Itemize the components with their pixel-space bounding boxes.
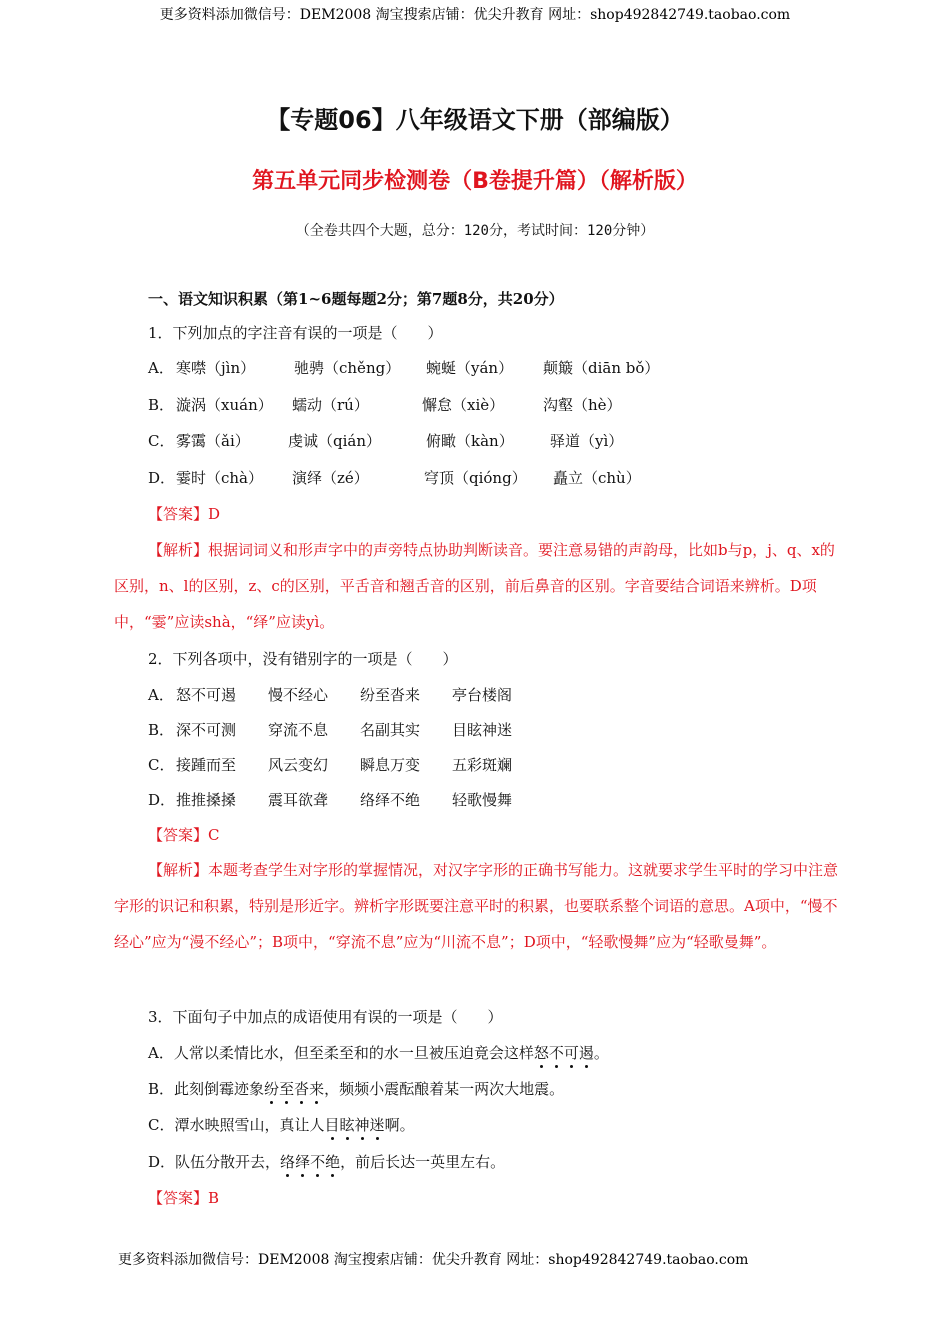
- q1-analysis: [114, 532, 840, 640]
- emphasis-char: 不: [310, 1153, 326, 1171]
- emphasis-char: 来: [309, 1080, 325, 1098]
- q2-c-item-3: 瞬息万变: [360, 756, 421, 774]
- q1-stem: 1．下列加点的字注音有误的一项是（ ）: [148, 324, 443, 342]
- emphasis-char: 可: [563, 1044, 579, 1062]
- q1-a-item-4: 颠簸（diān bǒ）: [543, 359, 660, 377]
- q3-option-a: [148, 1042, 609, 1063]
- option-label: B．: [148, 721, 175, 739]
- q1-c-item-1: 雾霭（ǎi）: [176, 432, 250, 450]
- emphasis-char: 沓: [294, 1080, 310, 1098]
- option-label: C．: [148, 432, 175, 450]
- q3-a-post: 。: [593, 1044, 609, 1062]
- q2-c-item-2: 风云变幻: [268, 756, 329, 774]
- q2-c-item-4: 五彩斑斓: [452, 756, 513, 774]
- q2-d-item-3: 络绎不绝: [360, 791, 421, 809]
- q2-c-item-1: 接踵而至: [176, 756, 237, 774]
- document-title: 【专题06】八年级语文下册（部编版）: [266, 106, 684, 134]
- q2-a-item-1: 怒不可遏: [176, 686, 237, 704]
- emphasis-char: 络: [280, 1153, 296, 1171]
- emphasis-char: 怒: [533, 1044, 549, 1062]
- exam-note: （全卷共四个大题，总分：120分，考试时间：120分钟）: [295, 223, 655, 239]
- q1-d-item-3: 穹顶（qióng）: [424, 469, 527, 487]
- q3-d-post: ，前后长达一英里左右。: [340, 1153, 506, 1171]
- q3-c-post: 啊。: [384, 1116, 415, 1134]
- emphasis-char: 神: [354, 1116, 370, 1134]
- q3-b-post: ，频频小震酝酿着某一两次大地震。: [324, 1080, 565, 1098]
- emphasis-char: 不: [548, 1044, 564, 1062]
- q3-option-d: [148, 1151, 505, 1172]
- q3-a-text: 人常以柔情比水，但至柔至和的水一旦被压迫竟会这样: [173, 1044, 534, 1062]
- q2-d-item-2: 震耳欲聋: [268, 791, 329, 809]
- q1-a-item-3: 蜿蜒（yán）: [426, 359, 514, 377]
- q2-a-item-2: 慢不经心: [268, 686, 329, 704]
- q1-c-item-2: 虔诚（qián）: [288, 432, 382, 450]
- option-label: D．: [148, 1153, 176, 1171]
- q2-a-item-3: 纷至沓来: [360, 686, 421, 704]
- option-label: A．: [148, 359, 174, 377]
- q1-analysis-text: 根据词词义和形声字中的声旁特点协助判断读音。要注意易错的声韵母，比如b与p，j、q、x的区别，n、l的区别，z、c的区别，平舌音和翘舌音的区别，前后鼻音的区别。字音要结合词语来辨析。D项中，“霎”应读shà，“绎”应读yì。: [114, 541, 835, 631]
- emphasis-char: 至: [279, 1080, 295, 1098]
- q3-d-idiom: [280, 1153, 340, 1171]
- emphasis-char: 迷: [369, 1116, 385, 1134]
- emphasis-char: 眩: [339, 1116, 355, 1134]
- option-label: D．: [148, 469, 176, 487]
- emphasis-char: 绝: [325, 1153, 341, 1171]
- analysis-tag: 【解析】: [148, 861, 209, 879]
- section-heading: 一、语文知识积累（第1~6题每题2分；第7题8分，共20分）: [148, 290, 564, 308]
- page-header: 更多资料添加微信号：DEM2008 淘宝搜索店铺：优尖升教育 网址：shop492842749.taobao.com: [159, 7, 791, 23]
- q1-b-item-2: 蠕动（rú）: [292, 396, 369, 414]
- q1-a-item-1: 寒噤（jìn）: [176, 359, 256, 377]
- q3-b-idiom: [264, 1080, 324, 1098]
- q2-a-item-4: 亭台楼阁: [452, 686, 513, 704]
- q2-d-item-1: 推推搡搡: [176, 791, 237, 809]
- option-label: A．: [148, 686, 174, 704]
- analysis-tag: 【解析】: [148, 541, 209, 559]
- q2-b-item-4: 目眩神迷: [452, 721, 513, 739]
- q3-option-c: [148, 1114, 415, 1135]
- option-label: C．: [148, 1116, 175, 1134]
- q3-b-text: 此刻倒霉迹象: [174, 1080, 265, 1098]
- q3-stem: 3．下面句子中加点的成语使用有误的一项是（ ）: [148, 1008, 503, 1026]
- q2-b-item-3: 名副其实: [360, 721, 421, 739]
- q1-c-item-4: 驿道（yì）: [550, 432, 624, 450]
- option-label: B．: [148, 396, 175, 414]
- q2-analysis-text: 本题考查学生对字形的掌握情况，对汉字字形的正确书写能力。这就要求学生平时的学习中注意字形的识记和积累，特别是形近字。辨析字形既要注意平时的积累，也要联系整个词语的意思。A项中，“慢不经心”应为“漫不经心”；B项中，“穿流不息”应为“川流不息”；D项中，“轻歌慢舞”应为“轻歌曼舞”。: [114, 861, 839, 951]
- emphasis-char: 遏: [578, 1044, 594, 1062]
- q1-b-item-1: 漩涡（xuán）: [176, 396, 273, 414]
- q1-d-item-1: 霎时（chà）: [176, 469, 264, 487]
- q2-stem: 2．下列各项中，没有错别字的一项是（ ）: [148, 650, 458, 668]
- option-label: A．: [148, 1044, 174, 1062]
- q1-b-item-3: 懈怠（xiè）: [422, 396, 505, 414]
- q3-d-text: 队伍分散开去，: [175, 1153, 281, 1171]
- q3-c-text: 潭水映照雪山，真让人: [174, 1116, 325, 1134]
- q3-c-idiom: [325, 1116, 385, 1134]
- emphasis-char: 纷: [264, 1080, 280, 1098]
- q1-a-item-2: 驰骋（chěng）: [294, 359, 401, 377]
- q1-d-item-2: 演绎（zé）: [292, 469, 369, 487]
- option-label: D．: [148, 791, 176, 809]
- q3-answer: 【答案】B: [148, 1189, 220, 1207]
- q1-b-item-4: 沟壑（hè）: [543, 396, 622, 414]
- q2-b-item-1: 深不可测: [176, 721, 237, 739]
- q2-answer: 【答案】C: [148, 826, 220, 844]
- q2-analysis: [114, 852, 840, 960]
- emphasis-char: 绎: [295, 1153, 311, 1171]
- q2-b-item-2: 穿流不息: [268, 721, 329, 739]
- q3-a-idiom: [534, 1044, 594, 1062]
- option-label: C．: [148, 756, 175, 774]
- q2-d-item-4: 轻歌慢舞: [452, 791, 513, 809]
- q1-answer: 【答案】D: [148, 505, 221, 523]
- q1-d-item-4: 矗立（chù）: [553, 469, 641, 487]
- q3-option-b: [148, 1078, 564, 1099]
- document-subtitle: 第五单元同步检测卷（B卷提升篇）（解析版）: [252, 169, 698, 194]
- emphasis-char: 目: [324, 1116, 340, 1134]
- page-footer: 更多资料添加微信号：DEM2008 淘宝搜索店铺：优尖升教育 网址：shop492842749.taobao.com: [118, 1252, 749, 1268]
- option-label: B．: [148, 1080, 175, 1098]
- q1-c-item-3: 俯瞰（kàn）: [426, 432, 514, 450]
